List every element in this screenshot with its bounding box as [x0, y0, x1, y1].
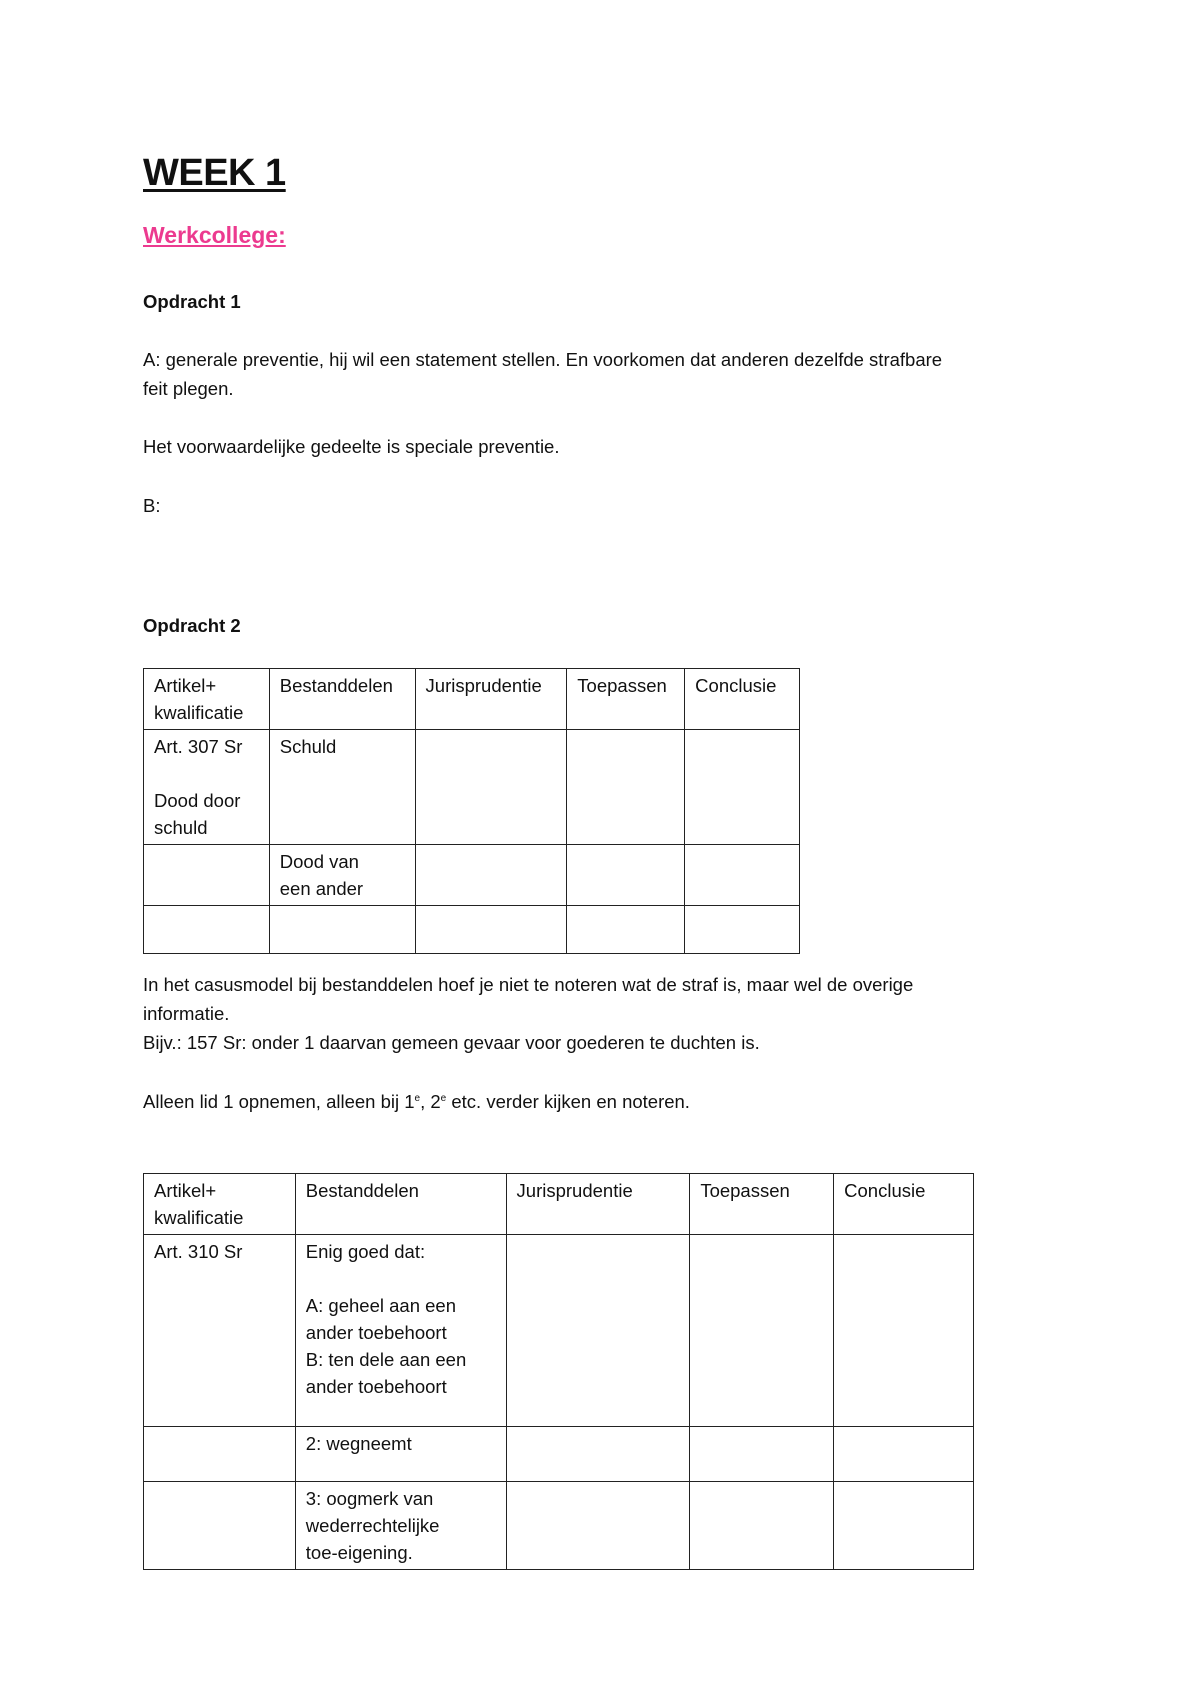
table-cell	[144, 1235, 296, 1427]
example-line: Bijv.: 157 Sr: onder 1 daarvan gemeen gevaar voor goederen te duchten is.	[143, 1032, 760, 1053]
header-jurisprudentie: Jurisprudentie	[516, 1180, 633, 1201]
table1-header-cell	[144, 669, 270, 730]
cell-artikel: Art. 310 Sr	[154, 1241, 243, 1262]
table-cell	[295, 1427, 506, 1482]
table-cell	[269, 906, 415, 954]
table2-header-cell	[690, 1174, 834, 1235]
table-cell	[567, 845, 685, 906]
table-cell	[144, 906, 270, 954]
table-cell	[415, 906, 567, 954]
table-cell	[834, 1235, 974, 1427]
table1-header-cell	[415, 669, 567, 730]
note-line1: In het casusmodel bij bestanddelen hoef je niet te noteren wat de straf is, maar wel de overige	[143, 974, 914, 995]
table-row	[144, 1235, 974, 1427]
casus-table-1	[143, 668, 800, 954]
table-cell	[269, 845, 415, 906]
opdracht1-voorwaardelijk: Het voorwaardelijke gedeelte is speciale preventie.	[143, 436, 560, 457]
lid-note-part: etc. verder kijken en noteren.	[446, 1091, 690, 1112]
table-cell	[415, 845, 567, 906]
opdracht1-heading: Opdracht 1	[143, 291, 241, 312]
table1-header-cell	[269, 669, 415, 730]
opdracht1-answer-b: B:	[143, 495, 161, 516]
table-cell	[415, 730, 567, 845]
table1-header-row	[144, 669, 800, 730]
table-row	[144, 906, 800, 954]
table-cell	[690, 1235, 834, 1427]
table-cell	[144, 1427, 296, 1482]
table-cell	[506, 1235, 690, 1427]
header-bestanddelen: Bestanddelen	[305, 1180, 419, 1201]
header-toepassen: Toepassen	[700, 1180, 790, 1201]
lid-note-part: Alleen lid 1 opnemen, alleen bij 1	[143, 1091, 415, 1112]
table-cell	[506, 1427, 690, 1482]
header-artikel: Artikel+ kwalificatie	[154, 675, 244, 723]
lid-note-sup: e	[414, 1092, 421, 1104]
table-row	[144, 845, 800, 906]
table-cell	[269, 730, 415, 845]
header-artikel: Artikel+ kwalificatie	[154, 1180, 244, 1228]
table-row	[144, 1427, 974, 1482]
opdracht1-answer-a-line1: A: generale preventie, hij wil een statement stellen. En voorkomen dat anderen dezelfde strafbare	[143, 349, 943, 370]
table-cell	[506, 1482, 690, 1570]
casus-table-2	[143, 1173, 974, 1570]
cell-bestanddeel: Dood van een ander	[279, 851, 364, 899]
table-cell	[690, 1427, 834, 1482]
lid-note-part: , 2	[420, 1091, 441, 1112]
cell-bestanddeel: 2: wegneemt	[305, 1433, 412, 1454]
table-cell	[144, 1482, 296, 1570]
page-title: WEEK 1	[143, 152, 286, 194]
table1-header-cell	[567, 669, 685, 730]
table2-header-cell	[506, 1174, 690, 1235]
table-cell	[834, 1482, 974, 1570]
cell-artikel: Art. 307 Sr Dood door schuld	[154, 736, 243, 838]
lid-note-sup: e	[440, 1092, 447, 1104]
table-cell	[144, 730, 270, 845]
table-cell	[685, 906, 800, 954]
table-cell	[567, 906, 685, 954]
table-cell	[567, 730, 685, 845]
table-cell	[685, 845, 800, 906]
table2-header-row	[144, 1174, 974, 1235]
cell-bestanddeel: 3: oogmerk van wederrechtelijke toe-eigening.	[305, 1488, 440, 1563]
table-cell	[834, 1427, 974, 1482]
header-conclusie: Conclusie	[844, 1180, 926, 1201]
table-cell	[295, 1235, 506, 1427]
header-conclusie: Conclusie	[695, 675, 777, 696]
lid-note	[143, 1087, 1063, 1116]
table-row	[144, 730, 800, 845]
table1-header-cell	[685, 669, 800, 730]
table-cell	[144, 845, 270, 906]
table2-header-cell	[144, 1174, 296, 1235]
cell-bestanddeel: Schuld	[279, 736, 337, 757]
header-bestanddelen: Bestanddelen	[279, 675, 393, 696]
table-cell	[295, 1482, 506, 1570]
section-subtitle: Werkcollege:	[143, 222, 286, 248]
header-jurisprudentie: Jurisprudentie	[425, 675, 542, 696]
note-line2: informatie.	[143, 1003, 230, 1024]
cell-bestanddeel: Enig goed dat: A: geheel aan een ander toebehoort B: ten dele aan een ander toebehoort	[305, 1241, 467, 1397]
opdracht2-heading: Opdracht 2	[143, 615, 241, 636]
header-toepassen: Toepassen	[577, 675, 667, 696]
opdracht1-answer-a-line2: feit plegen.	[143, 378, 234, 399]
table-row	[144, 1482, 974, 1570]
table-cell	[685, 730, 800, 845]
table2-header-cell	[834, 1174, 974, 1235]
table2-header-cell	[295, 1174, 506, 1235]
table-cell	[690, 1482, 834, 1570]
